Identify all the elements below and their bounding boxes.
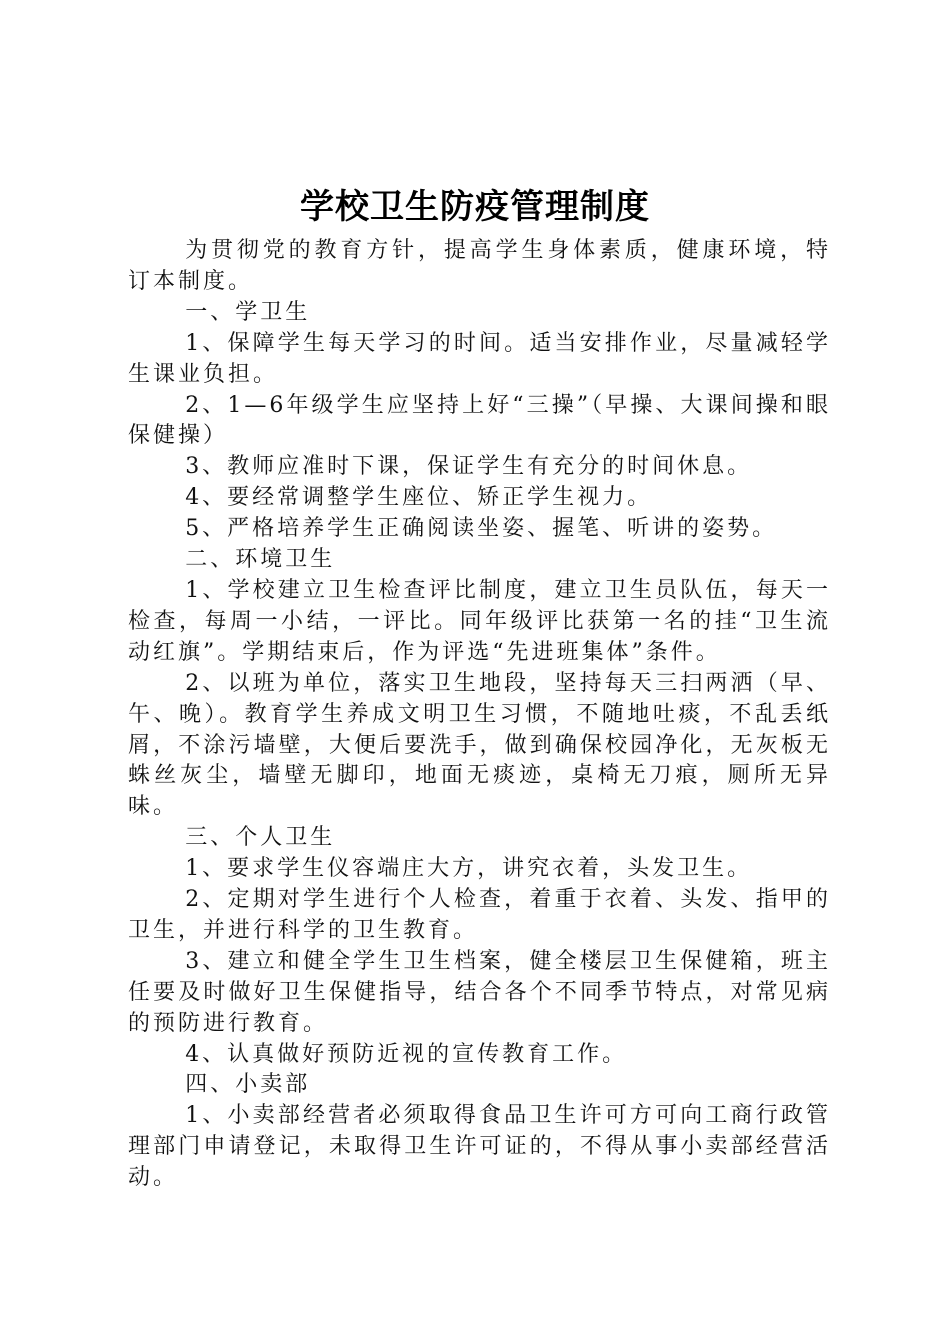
intro-paragraph: 为贯彻党的教育方针，提高学生身体素质，健康环境，特订本制度。 (128, 238, 831, 294)
paragraph: 5、严格培养学生正确阅读坐姿、握笔、听讲的姿势。 (185, 516, 778, 542)
paragraph: 2、定期对学生进行个人检查，着重于衣着、头发、指甲的卫生，并进行科学的卫生教育。 (128, 887, 831, 943)
paragraph: 1、学校建立卫生检查评比制度，建立卫生员队伍，每天一检查，每周一小结，一评比。同年级评比获第一名的挂“卫生流动红旗”。学期结束后，作为评选“先进班集体”条件。 (128, 577, 831, 665)
paragraph: 3、建立和健全学生卫生档案，健全楼层卫生保健箱，班主任要及时做好卫生保健指导，结合各个不同季节特点，对常见病的预防进行教育。 (128, 948, 831, 1036)
paragraph: 2、以班为单位，落实卫生地段，坚持每天三扫两洒（早、午、晚）。教育学生养成文明卫生习惯，不随地吐痰，不乱丢纸屑，不涂污墙壁，大便后要洗手，做到确保校园净化，无灰板无蛛丝灰尘，墙壁无脚印，地面无痰迹，桌椅无刀痕，厕所无异味。 (128, 670, 831, 820)
paragraph: 1、保障学生每天学习的时间。适当安排作业，尽量减轻学生课业负担。 (128, 330, 831, 387)
document-body (128, 236, 831, 1194)
section-heading: 四、小卖部 (185, 1072, 311, 1098)
document-title: 学校卫生防疫管理制度 (300, 187, 650, 227)
paragraph: 4、认真做好预防近视的宣传教育工作。 (185, 1041, 628, 1067)
paragraph: 4、要经常调整学生座位、矫正学生视力。 (185, 485, 653, 511)
paragraph: 2、1—6年级学生应坚持上好“三操”（早操、大课间操和眼保健操） (128, 392, 831, 449)
section-heading: 二、环境卫生 (185, 547, 336, 573)
paragraph: 3、教师应准时下课，保证学生有充分的时间休息。 (185, 454, 753, 480)
paragraph: 1、小卖部经营者必须取得食品卫生许可方可向工商行政管理部门申请登记，未取得卫生许可证的，不得从事小卖部经营活动。 (128, 1103, 831, 1191)
paragraph: 1、要求学生仪容端庄大方，讲究衣着，头发卫生。 (185, 856, 753, 882)
section-heading: 一、学卫生 (185, 299, 311, 325)
section-heading: 三、个人卫生 (185, 825, 336, 851)
